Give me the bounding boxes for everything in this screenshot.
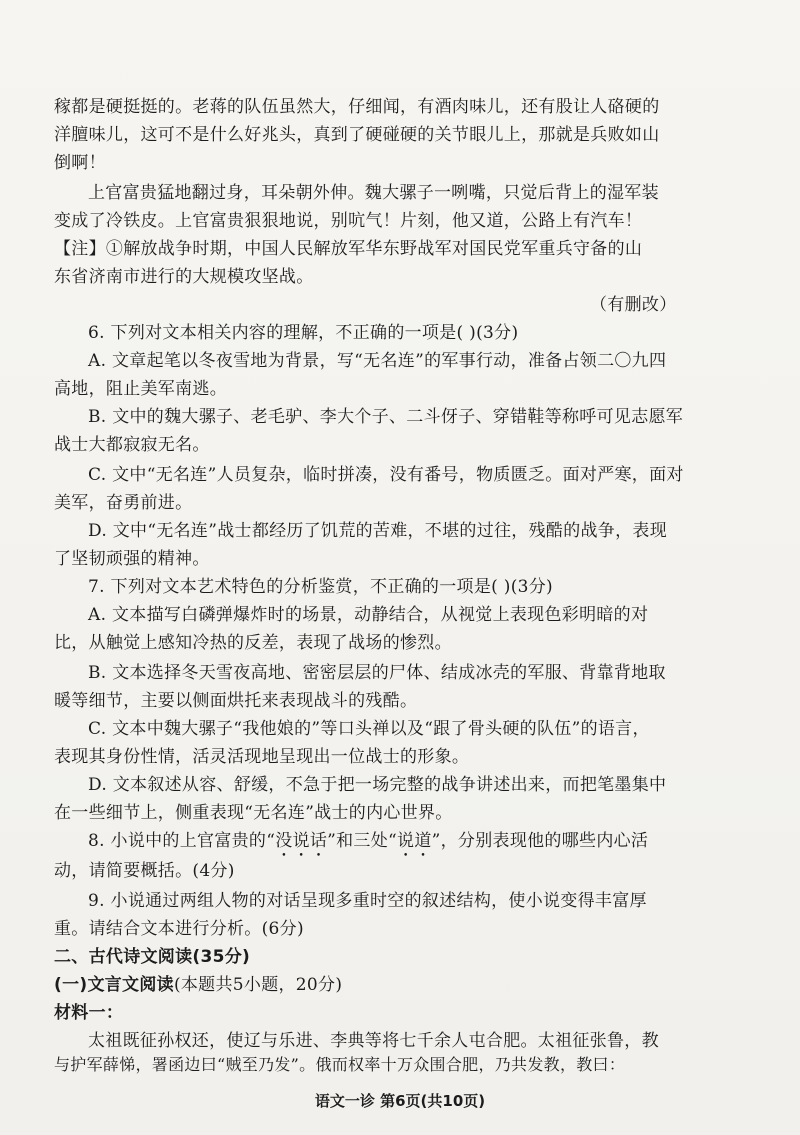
q8-line-2: 动，请简要概括。(4分): [54, 861, 235, 881]
q7-option-a: A. 文本描写白磷弹爆炸时的场景，动静结合，从视觉上表现色彩明暗的对: [88, 605, 649, 625]
q7-stem: 7. 下列对文本艺术特色的分析鉴赏，不正确的一项是( )(3分): [88, 577, 553, 597]
subsection-title: [54, 972, 342, 998]
q6-option-a: A. 文章起笔以冬夜雪地为背景，写“无名连”的军事行动，准备占领二〇九四: [88, 351, 667, 371]
q6-option-b-cont: 战士大都寂寂无名。: [54, 435, 210, 455]
source-note: （有删改）: [590, 295, 677, 315]
page-footer: 语文一诊 第6页(共10页): [314, 1092, 486, 1110]
q7-option-c: C. 文本中魏大骡子“我他娘的”等口头禅以及“跟了骨头硬的队伍”的语言，: [88, 719, 650, 739]
q7-option-b: B. 文本选择冬天雪夜高地、密密层层的尸体、结成冰壳的军服、背靠背地取: [88, 663, 666, 683]
subsection-name: (一)文言文阅读: [54, 975, 174, 995]
q8-line-1: [88, 828, 648, 861]
material-label: 材料一：: [54, 1003, 124, 1023]
q6-option-a-cont: 高地，阻止美军南逃。: [54, 379, 227, 399]
classical-text-line-2: 与护军薛悌，署函边曰“贼至乃发”。俄而权率十万众围合肥，乃共发教，教曰：: [54, 1055, 626, 1074]
section-2-title: 二、古代诗文阅读(35分): [54, 947, 251, 967]
note-line-2: 东省济南市进行的大规模攻坚战。: [54, 267, 314, 287]
q8-text-post: ”，分别表现他的哪些内心活: [431, 831, 649, 851]
q9-line-2: 重。请结合文本进行分析。(6分): [54, 919, 304, 939]
q7-option-a-cont: 比，从触觉上感知冷热的反差，表现了战场的惨烈。: [54, 633, 452, 653]
q6-option-b: B. 文中的魏大骡子、老毛驴、李大个子、二斗伢子、穿错鞋等称呼可见志愿军: [88, 407, 684, 427]
q6-option-d-cont: 了坚韧顽强的精神。: [54, 549, 210, 569]
q9-line-1: 9. 小说通过两组人物的对话呈现多重时空的叙述结构，使小说变得丰富厚: [88, 891, 647, 911]
q8-text-pre: 8. 小说中的上官富贵的“: [88, 831, 276, 851]
classical-text-line-1: 太祖既征孙权还，使辽与乐进、李典等将七千余人屯合肥。太祖征张鲁，教: [88, 1031, 659, 1051]
q8-emphasis-shuodao: 说道: [397, 831, 432, 851]
passage-line-3: 倒啊！: [54, 153, 106, 173]
q8-emphasis-meishuohua: 没说话: [275, 831, 328, 851]
q6-option-c: C. 文中“无名连”人员复杂，临时拼凑，没有番号，物质匮乏。面对严寒，面对: [88, 465, 684, 485]
passage-line-5: 变成了冷铁皮。上官富贵狠狠地说，别吭气！片刻，他又道，公路上有汽车！: [54, 211, 643, 231]
q7-option-c-cont: 表现其身份性情，活灵活现地呈现出一位战士的形象。: [54, 747, 470, 767]
passage-line-2: 洋膻味儿，这可不是什么好兆头，真到了硬碰硬的关节眼儿上，那就是兵败如山: [54, 125, 660, 145]
note-line-1: 【注】①解放战争时期，中国人民解放军华东野战军对国民党军重兵守备的山: [54, 239, 643, 259]
q6-option-c-cont: 美军，奋勇前进。: [54, 493, 193, 513]
q7-option-d: D. 文本叙述从容、舒缓，不急于把一场完整的战争讲述出来，而把笔墨集中: [88, 775, 667, 795]
passage-line-1: 稼都是硬挺挺的。老蒋的队伍虽然大，仔细闻，有酒肉味儿，还有股让人硌硬的: [54, 97, 660, 117]
subsection-note: (本题共5小题，20分): [173, 975, 343, 995]
passage-line-4: 上官富贵猛地翻过身，耳朵朝外伸。魏大骡子一咧嘴，只觉后背上的湿军装: [88, 183, 659, 203]
q7-option-d-cont: 在一些细节上，侧重表现“无名连”战士的内心世界。: [54, 803, 453, 823]
q8-text-mid: ”和三处“: [327, 831, 398, 851]
q6-option-d: D. 文中“无名连”战士都经历了饥荒的苦难，不堪的过往，残酷的战争，表现: [88, 521, 668, 541]
q6-stem: 6. 下列对文本相关内容的理解，不正确的一项是( )(3分): [88, 323, 519, 343]
q7-option-b-cont: 暖等细节，主要以侧面烘托来表现战斗的残酷。: [54, 691, 418, 711]
